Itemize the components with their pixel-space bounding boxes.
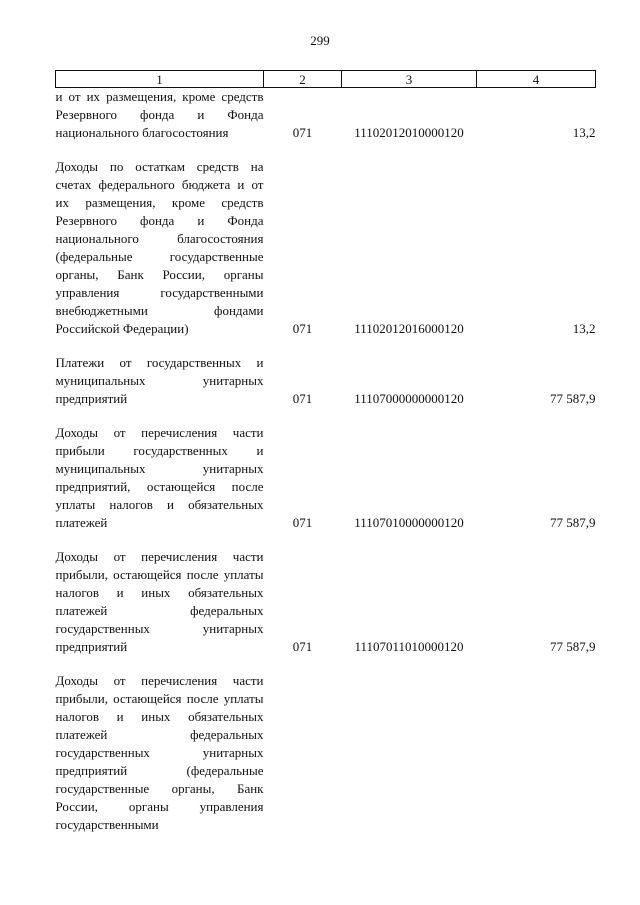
header-row <box>56 71 596 88</box>
table-row <box>56 656 596 834</box>
row-amount: 77 587,9 <box>550 639 596 654</box>
budget-table <box>55 70 596 834</box>
row-admin-code <box>264 656 342 834</box>
column-header-1: 1 <box>56 71 264 88</box>
column-header-3: 3 <box>342 71 477 88</box>
column-header-2: 2 <box>264 71 342 88</box>
row-amount: 77 587,9 <box>550 391 596 406</box>
row-amount: 13,2 <box>572 321 596 336</box>
table-row <box>56 532 596 656</box>
row-admin-code: 071 <box>292 639 313 654</box>
row-admin-code: 071 <box>292 321 313 336</box>
row-description: Доходы от перечисления части прибыли, остающейся после уплаты налогов и иных обязательных платежей федеральных государственных унитарных предприятий (федеральные государственные органы, Банк России, органы управления государственными <box>55 673 264 832</box>
table-row <box>56 338 596 408</box>
row-description: Доходы от перечисления части прибыли государственных и муниципальных унитарных предприятий, остающейся после уплаты налогов и обязательных платежей <box>55 425 264 530</box>
table-row <box>56 142 596 338</box>
row-description: Доходы от перечисления части прибыли, остающейся после уплаты налогов и иных обязательных платежей федеральных государственных унитарных предприятий <box>55 549 264 654</box>
row-amount <box>477 656 596 834</box>
row-admin-code: 071 <box>292 515 313 530</box>
row-budget-code: 11107010000000120 <box>354 515 464 530</box>
row-budget-code: 11107000000000120 <box>354 391 464 406</box>
table-row <box>56 88 596 143</box>
row-amount: 77 587,9 <box>550 515 596 530</box>
row-description: Платежи от государственных и муниципальных унитарных предприятий <box>55 355 264 406</box>
row-budget-code: 11107011010000120 <box>354 639 464 654</box>
row-budget-code: 11102012016000120 <box>354 321 464 336</box>
row-budget-code: 11102012010000120 <box>354 125 464 140</box>
row-admin-code: 071 <box>292 125 313 140</box>
row-budget-code <box>342 656 477 834</box>
row-description: и от их размещения, кроме средств Резервного фонда и Фонда национального благосостояния <box>55 89 264 140</box>
row-admin-code: 071 <box>292 391 313 406</box>
column-header-4: 4 <box>477 71 596 88</box>
row-amount: 13,2 <box>572 125 596 140</box>
page-number: 299 <box>310 33 330 48</box>
row-description: Доходы по остаткам средств на счетах федерального бюджета и от их размещения, кроме средств Резервного фонда и Фонда национального благосостояния (федеральные государственные органы, Банк России, органы управления государственными внебюджетными фондами Российской Федерации) <box>55 159 264 336</box>
table-row <box>56 408 596 532</box>
